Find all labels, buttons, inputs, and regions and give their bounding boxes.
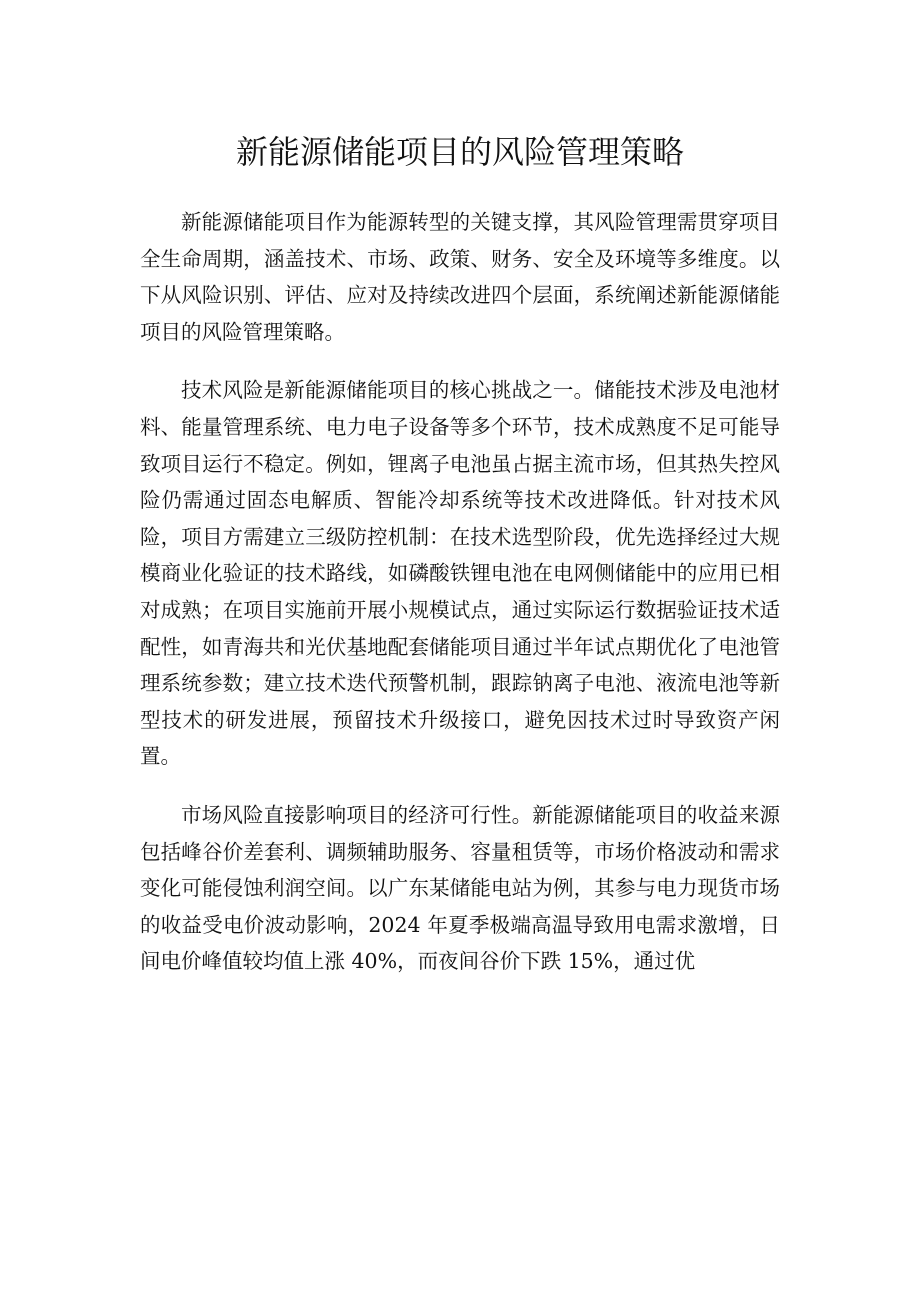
document-body	[140, 204, 780, 1002]
paragraph-technical-risk: 技术风险是新能源储能项目的核心挑战之一。储能技术涉及电池材料、能量管理系统、电力电子设备等多个环节，技术成熟度不足可能导致项目运行不稳定。例如，锂离子电池虽占据主流市场，但其热失控风险仍需通过固态电解质、智能冷却系统等技术改进降低。针对技术风险，项目方需建立三级防控机制：在技术选型阶段，优先选择经过大规模商业化验证的技术路线，如磷酸铁锂电池在电网侧储能中的应用已相对成熟；在项目实施前开展小规模试点，通过实际运行数据验证技术适配性，如青海共和光伏基地配套储能项目通过半年试点期优化了电池管理系统参数；建立技术迭代预警机制，跟踪钠离子电池、液流电池等新型技术的研发进展，预留技术升级接口，避免因技术过时导致资产闲置。	[140, 378, 780, 769]
document-title: 新能源储能项目的风险管理策略	[235, 133, 684, 171]
paragraph-intro: 新能源储能项目作为能源转型的关键支撑，其风险管理需贯穿项目全生命周期，涵盖技术、市场、政策、财务、安全及环境等多维度。以下从风险识别、评估、应对及持续改进四个层面，系统阐述新能源储能项目的风险管理策略。	[140, 210, 780, 344]
paragraph-market-risk: 市场风险直接影响项目的经济可行性。新能源储能项目的收益来源包括峰谷价差套利、调频辅助服务、容量租赁等，市场价格波动和需求变化可能侵蚀利润空间。以广东某储能电站为例，其参与电力现货市场的收益受电价波动影响，2024 年夏季极端高温导致用电需求激增，日间电价峰值较均值上涨 40%，而夜间谷价下跌 15%，通过优	[140, 802, 780, 974]
